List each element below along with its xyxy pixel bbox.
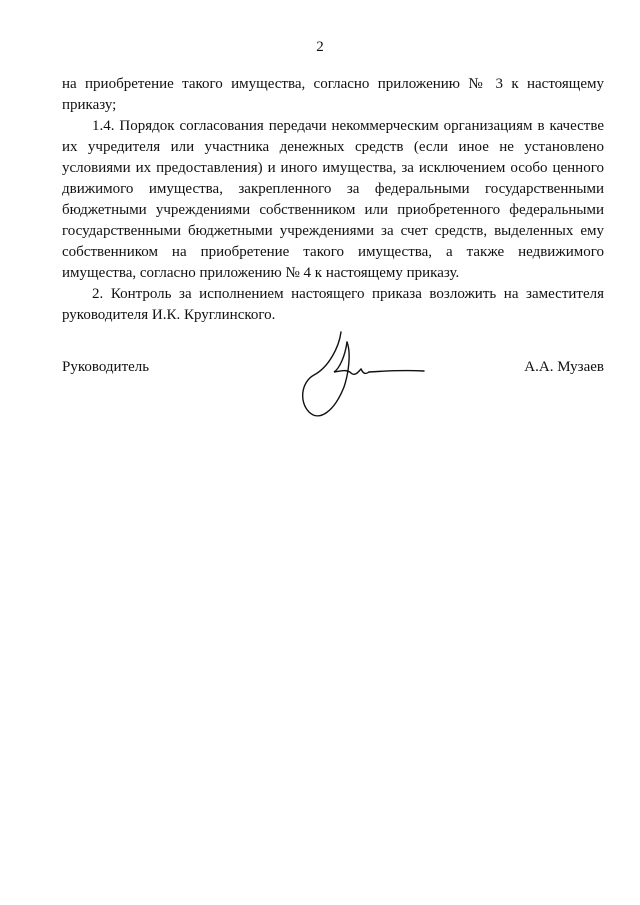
handwritten-signature (299, 327, 439, 427)
page-number: 2 (316, 39, 324, 55)
document-body (62, 74, 604, 326)
signatory-title: Руководитель (62, 359, 150, 375)
signatory-name: А.А. Музаев (524, 359, 604, 375)
paragraph-item-1-4: 1.4. Порядок согласования передачи некоммерческим организациям в качестве их учредителя или участника денежных средств (если иное не установлено условиями их предоставления) и иного имущества, за исключением особо ценного движимого имущества, закрепленного за федеральными государственными бюджетными учреждениями собственником или приобретенного федеральными государственными бюджетными учреждениями за счет средств, выделенных ему собственником на приобретение такого имущества, а также недвижимого имущества, согласно приложению № 4 к настоящему приказу. (62, 118, 604, 281)
paragraph-continuation: на приобретение такого имущества, согласно приложению № 3 к настоящему приказу; (62, 76, 604, 113)
paragraph-item-2: 2. Контроль за исполнением настоящего приказа возложить на заместителя руководителя И.К. Круглинского. (62, 286, 604, 323)
signature-block (62, 357, 604, 437)
